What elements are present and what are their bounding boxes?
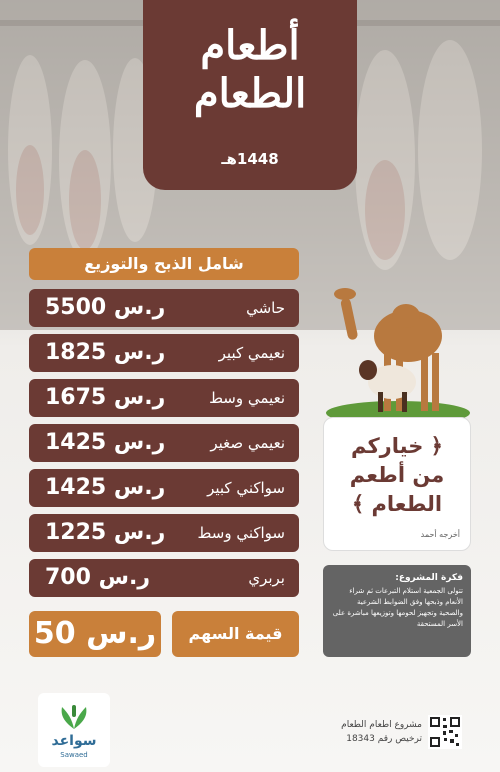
share-value bbox=[29, 611, 161, 657]
header-title bbox=[143, 22, 357, 118]
price-row bbox=[29, 424, 299, 462]
project-idea-title: فكرة المشروع: bbox=[395, 573, 463, 583]
price-amount: 700 bbox=[45, 565, 91, 590]
price-amount: 1425 bbox=[45, 475, 107, 500]
share-label: قيمة السهم bbox=[172, 611, 299, 657]
price-row bbox=[29, 334, 299, 372]
inclusive-label: شامل الذبح والتوزيع bbox=[29, 248, 299, 280]
price-row bbox=[29, 379, 299, 417]
quote-author: أخرجه أحمد bbox=[420, 530, 460, 539]
price-row bbox=[29, 514, 299, 552]
currency-symbol: ر.س bbox=[113, 295, 166, 320]
sawaed-logo-icon bbox=[58, 703, 90, 731]
price-value bbox=[45, 469, 165, 507]
price-row bbox=[29, 559, 299, 597]
price-value bbox=[45, 334, 165, 372]
hadith-quote-card bbox=[323, 417, 471, 551]
price-value bbox=[45, 559, 150, 597]
price-value bbox=[45, 424, 165, 462]
logo-arabic: سواعد bbox=[51, 733, 97, 749]
quote-line-2: من أطعم bbox=[349, 463, 445, 487]
share-amount: 50 bbox=[33, 616, 76, 651]
quote-line-1: ﴿ خياركم bbox=[351, 434, 443, 458]
price-value bbox=[45, 289, 165, 327]
price-amount: 1825 bbox=[45, 340, 107, 365]
price-name: نعيمي صغير bbox=[210, 434, 285, 452]
currency-symbol: ر.س bbox=[113, 520, 166, 545]
price-amount: 5500 bbox=[45, 295, 107, 320]
price-amount: 1425 bbox=[45, 430, 107, 455]
header-year: 1448هـ bbox=[221, 150, 279, 168]
header-title-line-2: الطعام bbox=[193, 70, 307, 117]
price-name: نعيمي وسط bbox=[209, 389, 285, 407]
currency-symbol: ر.س bbox=[113, 475, 166, 500]
price-amount: 1225 bbox=[45, 520, 107, 545]
price-row bbox=[29, 289, 299, 327]
currency-symbol: ر.س bbox=[113, 385, 166, 410]
footer-info bbox=[341, 718, 422, 746]
price-name: حاشي bbox=[246, 299, 285, 317]
price-amount: 1675 bbox=[45, 385, 107, 410]
currency-symbol: ر.س bbox=[113, 340, 166, 365]
price-row bbox=[29, 469, 299, 507]
price-value bbox=[45, 514, 165, 552]
price-name: سواكني وسط bbox=[197, 524, 285, 542]
header-card bbox=[143, 0, 357, 190]
price-value bbox=[45, 379, 165, 417]
footer-project: مشروع اطعام الطعام bbox=[341, 720, 422, 730]
currency-symbol: ر.س bbox=[98, 565, 150, 590]
qr-code-icon[interactable] bbox=[428, 715, 462, 749]
price-name: بربري bbox=[248, 569, 285, 587]
price-name: نعيمي كبير bbox=[218, 344, 285, 362]
quote-line-3: الطعام ﴾ bbox=[351, 492, 443, 516]
project-idea-body: تتولى الجمعية استلام التبرعات ثم شراء الأنعام وذبحها وفق الضوابط الشرعية والصحية وتجهيز لحومها وتوزيعها مباشرة على الأسر المستحقة bbox=[332, 587, 463, 628]
sawaed-logo bbox=[38, 693, 110, 767]
project-idea-box bbox=[323, 565, 471, 657]
currency-symbol: ر.س bbox=[86, 616, 157, 651]
header-title-line-1: أطعام bbox=[200, 22, 300, 69]
currency-symbol: ر.س bbox=[113, 430, 166, 455]
camel-and-sheep-illustration bbox=[318, 278, 478, 428]
hadith-quote bbox=[324, 432, 470, 519]
footer-license: ترخيص رقم 18343 bbox=[346, 734, 422, 744]
logo-english: Sawaed bbox=[60, 751, 88, 759]
price-name: سواكني كبير bbox=[207, 479, 285, 497]
